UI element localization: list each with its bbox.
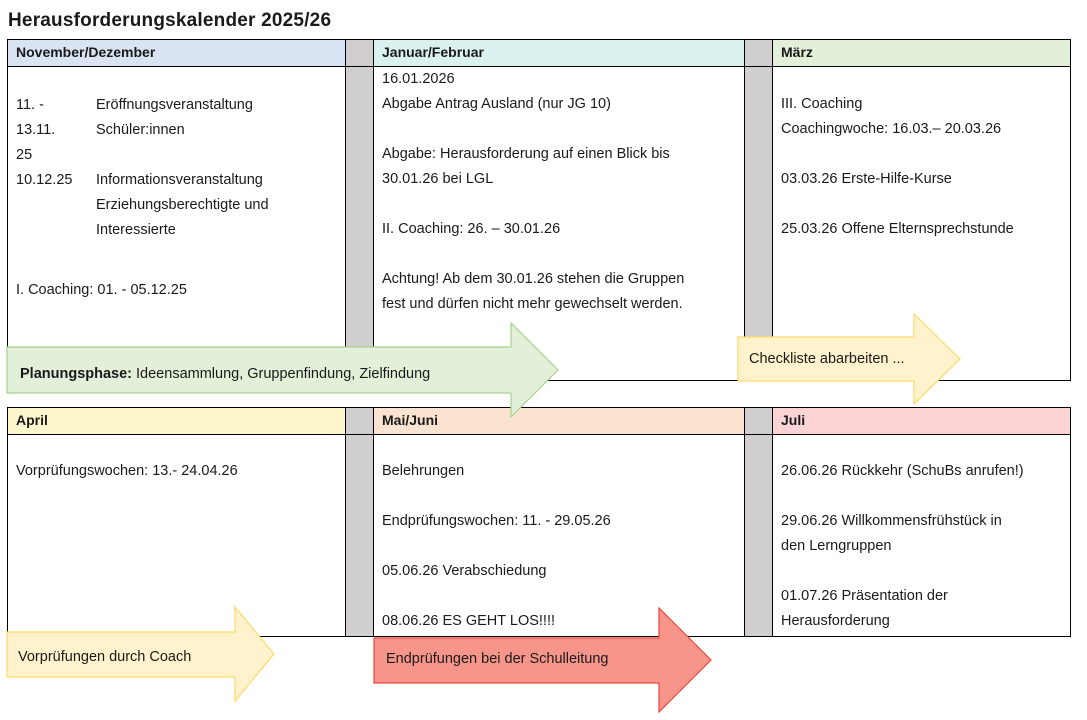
jan-line — [382, 117, 736, 142]
jul-line: 26.06.26 Rückkehr (SchuBs anrufen!) — [781, 463, 1024, 479]
column-gap — [745, 435, 773, 637]
mai-line: 08.06.26 ES GEHT LOS!!!! — [382, 613, 556, 629]
column-gap — [346, 40, 374, 67]
jul-line: den Lerngruppen — [781, 538, 892, 554]
page-title: Herausforderungskalender 2025/26 — [8, 10, 332, 31]
jul-line — [781, 559, 1062, 584]
mai-line — [382, 534, 736, 559]
header-mai-juni: Mai/Juni — [374, 408, 745, 435]
mar-line — [781, 142, 1062, 167]
calendar-table-bottom — [7, 407, 1071, 637]
event-informationsveranstaltung: 10.12.25 Informationsveranstaltung Erziehungsberechtigte und Interessierte — [16, 172, 269, 238]
mai-line: Endprüfungswochen: 11. - 29.05.26 — [382, 513, 611, 529]
arrow-endpruefung-label: Endprüfungen bei der Schulleitung — [386, 651, 609, 667]
jan-line — [382, 242, 736, 267]
jan-line — [382, 192, 736, 217]
cell-juli — [773, 435, 1071, 637]
jan-line: 30.01.26 bei LGL — [382, 171, 494, 187]
header-november-dezember: November/Dezember — [8, 40, 346, 67]
mar-line — [781, 192, 1062, 217]
mai-line — [382, 584, 736, 609]
column-gap — [346, 435, 374, 637]
mai-line: Belehrungen — [382, 463, 465, 479]
arrow-planungsphase — [6, 322, 560, 418]
event-eroeffnung: 11. - 13.11. 25 Eröffnungsveranstaltung Schüler:innen — [16, 97, 253, 163]
jul-line: 29.06.26 Willkommensfrühstück in — [781, 513, 1002, 529]
header-april: April — [8, 408, 346, 435]
arrow-vorpruefung — [6, 606, 276, 702]
jul-line: 01.07.26 Präsentation der — [781, 588, 948, 604]
column-gap — [745, 408, 773, 435]
jul-line: Herausforderung — [781, 613, 890, 629]
column-gap — [745, 40, 773, 67]
arrow-checkliste — [737, 313, 962, 405]
mar-line: Coachingwoche: 16.03.– 20.03.26 — [781, 121, 1002, 137]
arrow-endpruefung — [373, 607, 713, 713]
arrow-planungsphase-label: Planungsphase: Ideensammlung, Gruppenfindung, Zielfindung — [20, 366, 431, 382]
mar-line: 03.03.26 Erste-Hilfe-Kurse — [781, 171, 952, 187]
mai-line: 05.06.26 Verabschiedung — [382, 563, 547, 579]
jan-line: Achtung! Ab dem 30.01.26 stehen die Gruppen — [382, 271, 685, 287]
header-maerz: März — [773, 40, 1071, 67]
apr-line: Vorprüfungswochen: 13.- 24.04.26 — [16, 463, 238, 479]
jan-line: Abgabe Antrag Ausland (nur JG 10) — [382, 96, 611, 112]
jan-line: II. Coaching: 26. – 30.01.26 — [382, 221, 561, 237]
mar-line: III. Coaching — [781, 96, 863, 112]
mai-line — [382, 484, 736, 509]
arrow-vorpruefung-label: Vorprüfungen durch Coach — [18, 649, 192, 665]
arrow-checkliste-label: Checkliste abarbeiten ... — [749, 351, 905, 367]
coaching-1: I. Coaching: 01. - 05.12.25 — [16, 282, 187, 298]
jul-line — [781, 484, 1062, 509]
jan-line: 16.01.2026 — [382, 71, 455, 87]
header-januar-februar: Januar/Februar — [374, 40, 745, 67]
jan-line: fest und dürfen nicht mehr gewechselt werden. — [382, 296, 683, 312]
header-juli: Juli — [773, 408, 1071, 435]
jan-line: Abgabe: Herausforderung auf einen Blick bis — [382, 146, 670, 162]
mar-line: 25.03.26 Offene Elternsprechstunde — [781, 221, 1014, 237]
